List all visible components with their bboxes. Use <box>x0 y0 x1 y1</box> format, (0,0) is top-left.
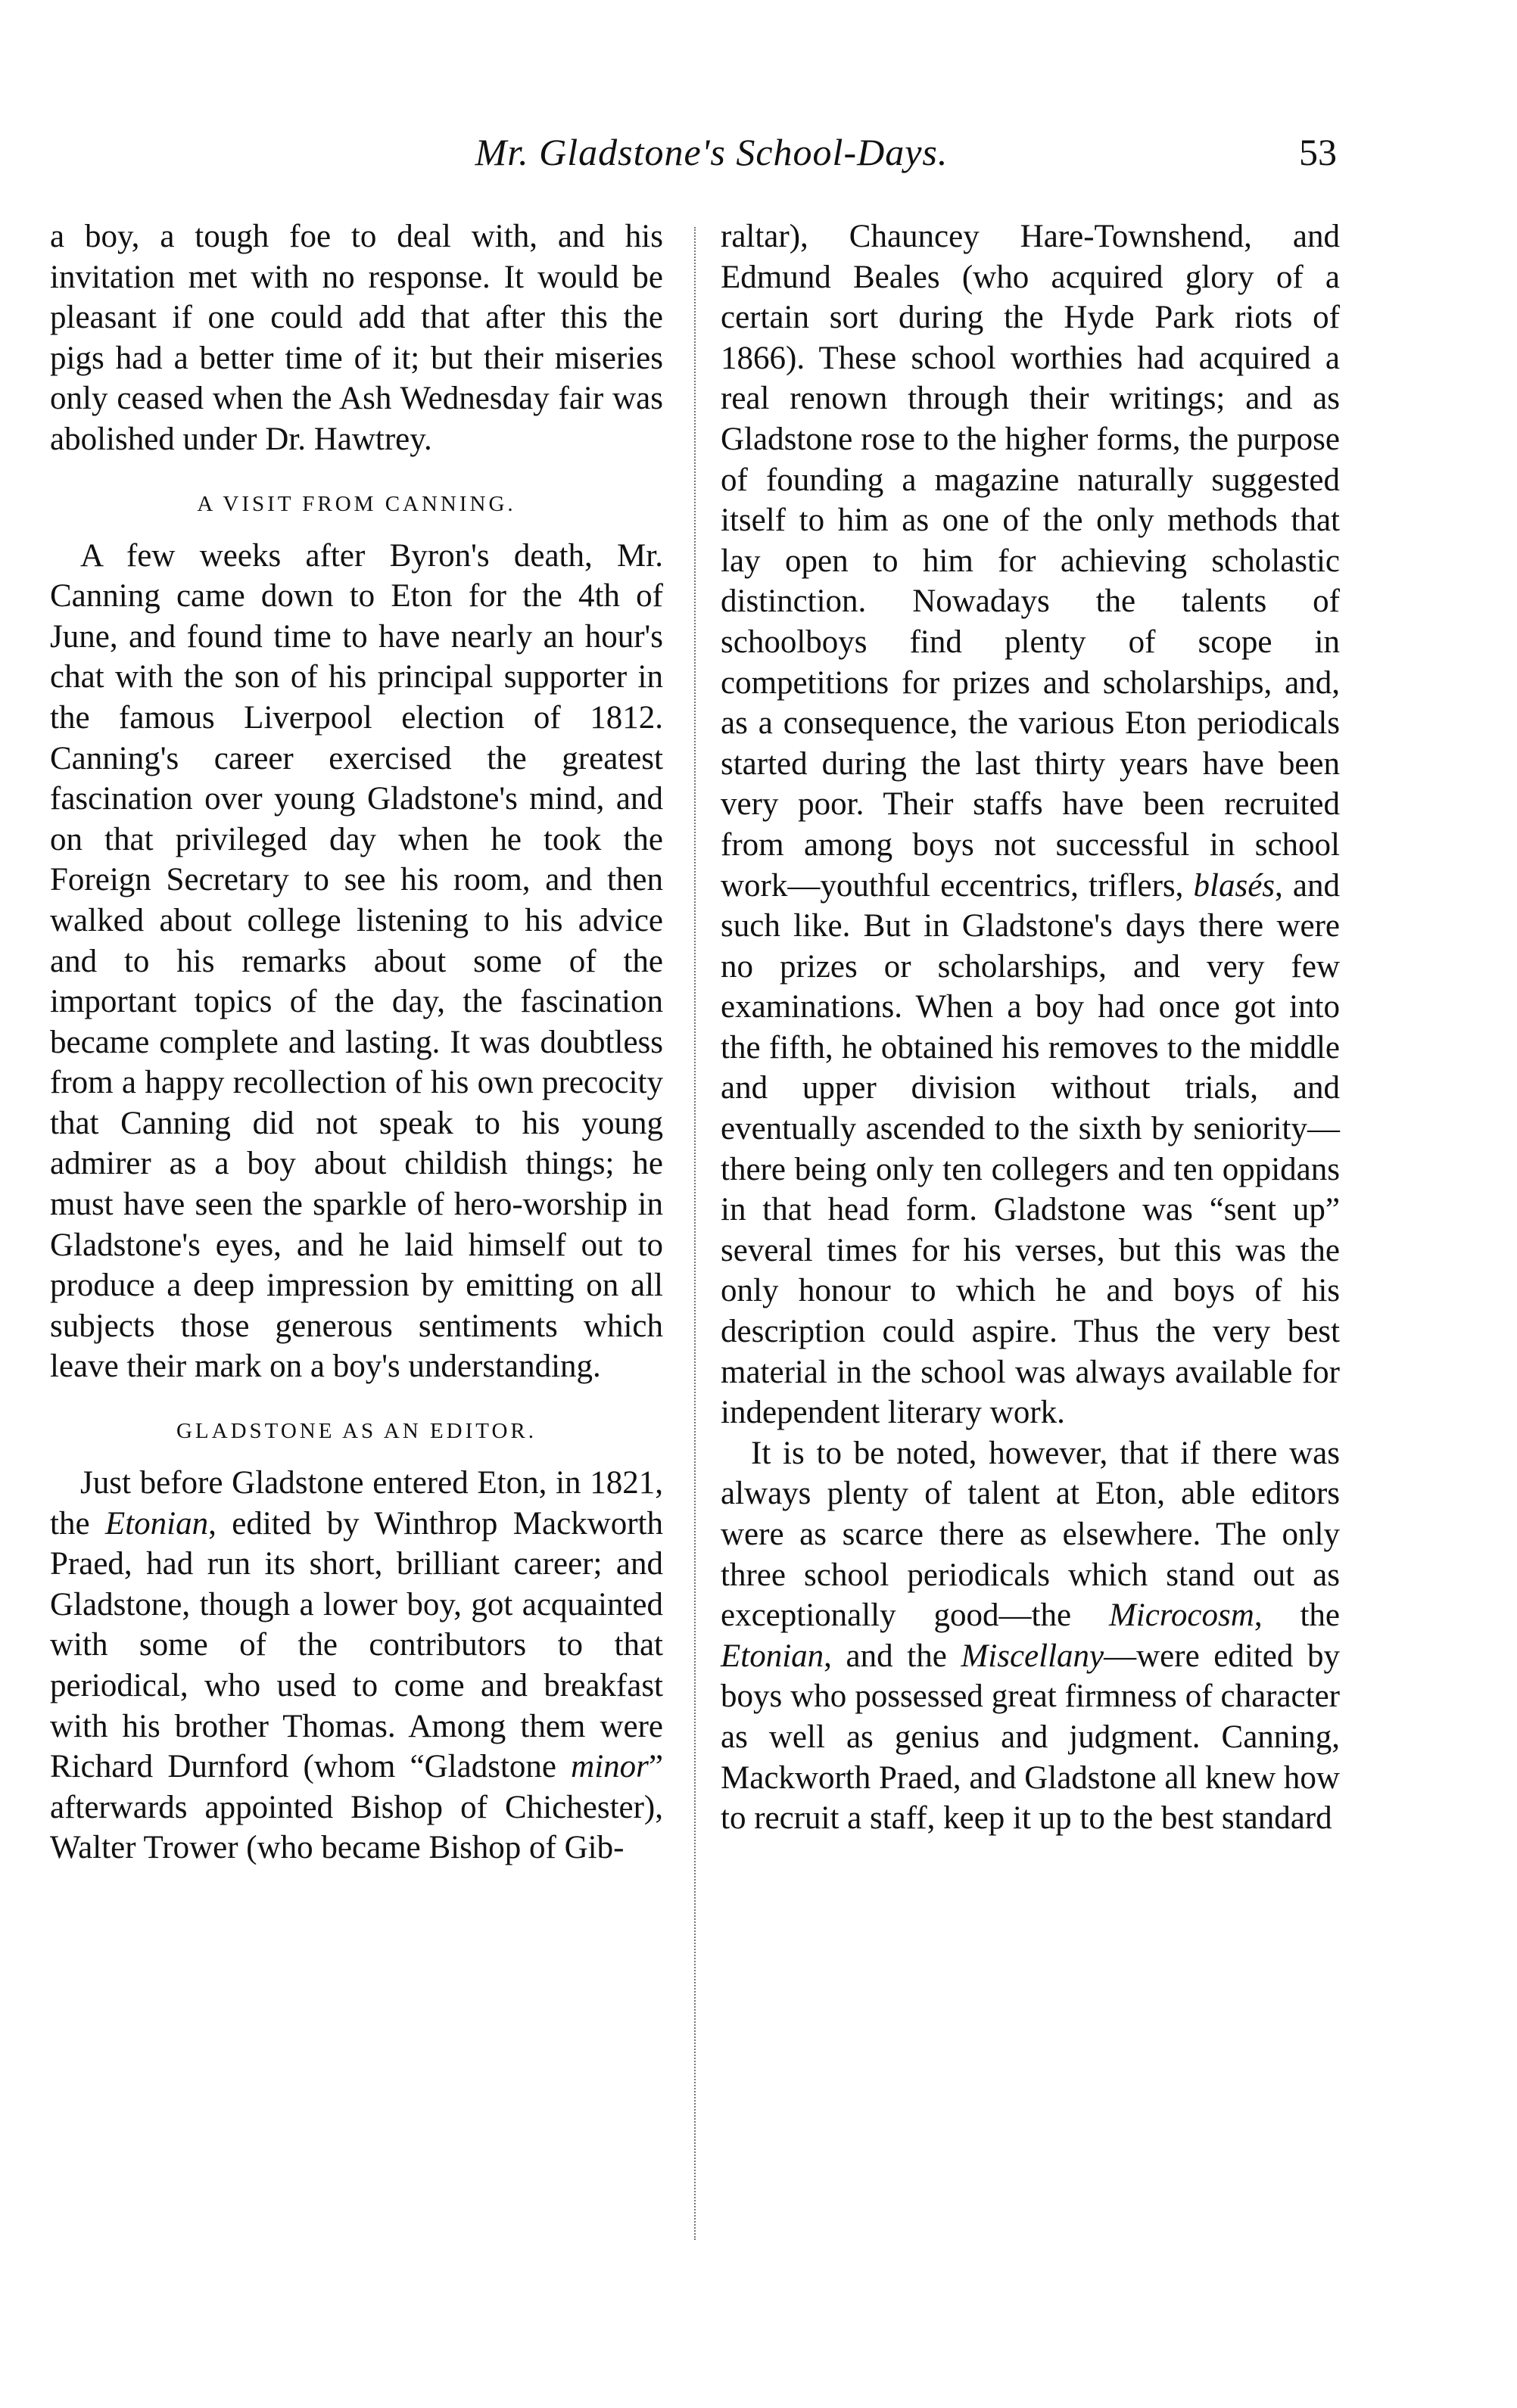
right-column <box>721 216 1340 1839</box>
paragraph: a boy, a tough foe to deal with, and his invitation met with no response. It would be pleasant if one could add that after this the pigs had a better time of it; but their miseries only ceased when the Ash Wednesday fair was abolished under Dr. Hawtrey. <box>50 219 663 457</box>
italic-word-minor: minor <box>571 1749 649 1785</box>
left-column <box>50 216 663 1868</box>
paragraph <box>721 216 1340 1433</box>
page-number: 53 <box>1299 131 1337 173</box>
column-divider <box>694 227 696 2240</box>
text-run: raltar), Chauncey Hare-Townshend, and Edmund Beales (who acquired glory of a certain sort during the Hyde Park riots of 1866). These school worthies had acquired a real renown through their writings; and as Gladstone rose to the higher forms, the purpose of founding a magazine naturally suggested itself to him as one of the only methods that lay open to him for achieving scholastic distinction. Nowadays the talents of schoolboys find plenty of scope in competitions for prizes and scholarships, and, as a consequence, the various Eton periodicals started during the last thirty years have been very poor. Their staffs have been recruited from among boys not successful in school work—youthful eccentrics, triflers, <box>721 219 1340 904</box>
text-run: , edited by Winthrop Mackworth Praed, had run its short, brilliant career; and Gladstone, though a lower boy, got acquainted with some of the contributors to that periodical, who used to come and breakfast with his brother Thomas. Among them were Richard Durnford (whom “Gladstone <box>50 1505 663 1785</box>
section-heading-gladstone-editor: GLADSTONE AS AN EDITOR. <box>176 1419 537 1444</box>
paragraph <box>50 1463 663 1868</box>
text-run: , and the <box>824 1638 961 1674</box>
paragraph <box>721 1433 1340 1839</box>
italic-title-etonian: Etonian <box>721 1638 824 1674</box>
text-run: It is to be noted, however, that if there was always plenty of talent at Eton, able editors were as scarce there as elsewhere. The only three school periodicals which stand out as exceptionally good—the <box>721 1435 1340 1634</box>
paragraph: A few weeks after Byron's death, Mr. Canning came down to Eton for the 4th of June, and found time to have nearly an hour's chat with the son of his principal supporter in the famous Liverpool election of 1812. Canning's career exercised the greatest fascination over young Gladstone's mind, and on that privileged day when he took the Foreign Secretary to see his room, and then walked about college listening to his advice and to his remarks about some of the important topics of the day, the fascination became complete and lasting. It was doubtless from a happy recollection of his own precocity that Canning did not speak to his young admirer as a boy about childish things; he must have seen the sparkle of hero-worship in Gladstone's eyes, and he laid himself out to produce a deep impression by emitting on all subjects those generous sentiments which leave their mark on a boy's understanding. <box>50 537 663 1385</box>
section-heading-visit-from-canning: A VISIT FROM CANNING. <box>197 491 516 516</box>
text-run: , and such like. But in Gladstone's days there were no prizes or scholarships, and very few examinations. When a boy had once got into the fifth, he obtained his removes to the middle and upper division without trials, and eventually ascended to the sixth by seniority—there being only ten collegers and ten oppidans in that head form. Gladstone was “sent up” several times for his verses, but this was the only honour to which he and boys of his description could aspire. Thus the very best material in the school was always available for independent literary work. <box>721 867 1340 1431</box>
italic-title-microcosm: Microcosm <box>1108 1598 1254 1634</box>
text-run: Just before Gladstone entered Eton, in 1821, the <box>50 1465 663 1542</box>
italic-word-blases: blasés <box>1193 867 1276 904</box>
text-run: , the <box>1254 1598 1340 1634</box>
italic-title-miscellany: Miscellany <box>961 1638 1104 1674</box>
italic-title-etonian: Etonian <box>104 1505 209 1542</box>
text-run: ” afterwards appointed Bishop of Chichester), Walter Trower (who became Bishop of Gib- <box>50 1749 663 1866</box>
text-run: —were edited by boys who possessed great firmness of character as well as genius and judgment. Canning, Mackworth Praed, and Gladstone all knew how to recruit a staff, keep it up to the best standard <box>721 1638 1340 1837</box>
running-title: Mr. Gladstone's School-Days. <box>475 131 949 173</box>
